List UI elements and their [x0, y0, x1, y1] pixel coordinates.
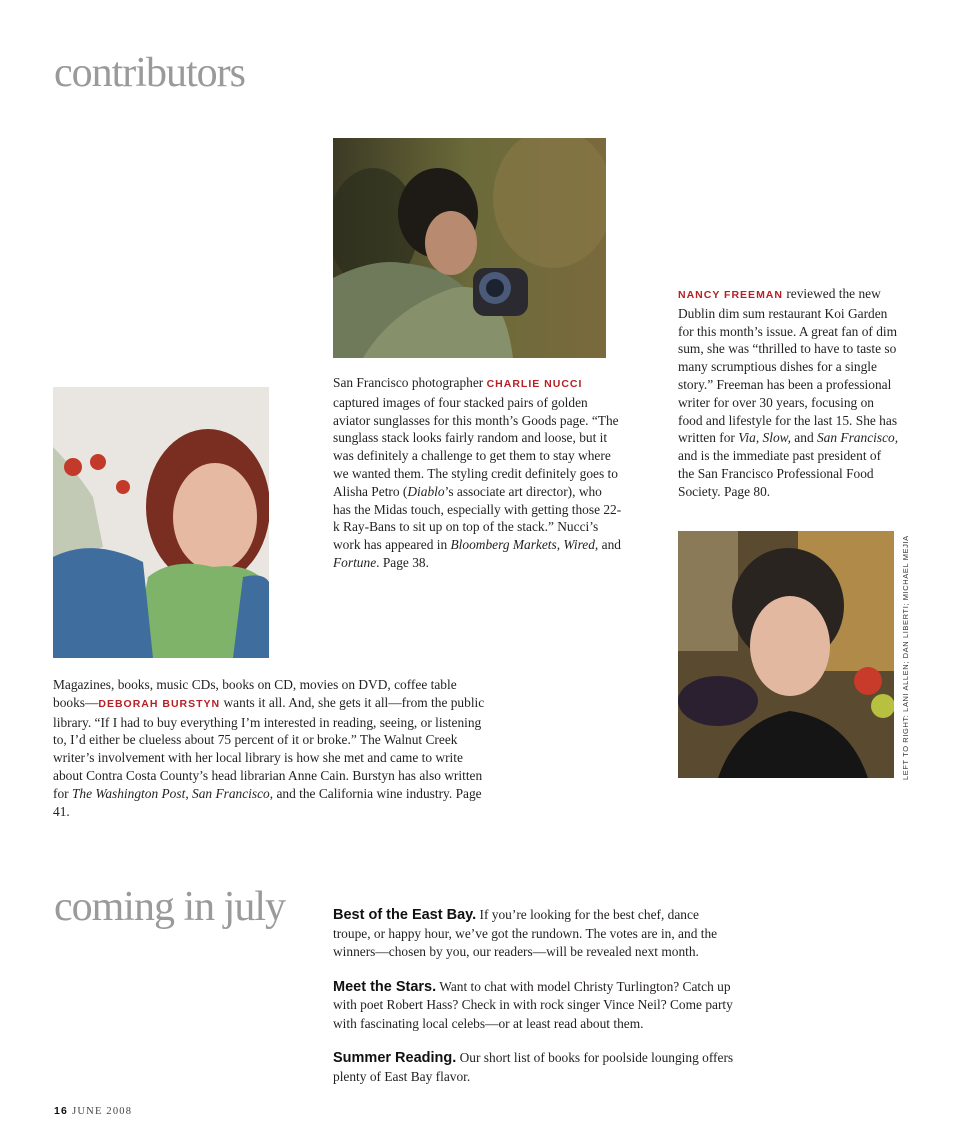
contributors-title: contributors [54, 50, 245, 96]
photo-deborah-burstyn [53, 387, 269, 658]
freeman-bio: NANCY FREEMAN reviewed the new Dublin dim sum restaurant Koi Garden for this month’s issue. A great fan of dim sum, she was “thrilled to have to taste so many scrumptious dishes for a single story.” Freeman has been a professional writer for over 30 years, focusing on food and lifestyle for the last 15. She has written for Via, Slow, and San Francisco, and is the immediate past president of the San Francisco Professional Food Society. Page 80. [678, 286, 899, 499]
coming-item-meet-the-stars: Meet the Stars. Want to chat with model Christy Turlington? Catch up with poet Robert Hass? Check in with rock singer Vince Neil? Come party with fascinating local celebs—or at least read about them. [333, 978, 733, 1031]
photo-nancy-freeman [678, 531, 894, 778]
issue-date: JUNE 2008 [72, 1106, 133, 1117]
photo-credit: LEFT TO RIGHT: LANI ALLEN; DAN LIBERTI; MICHAEL MEJIA [901, 535, 910, 780]
page-number: 16 [54, 1105, 69, 1117]
contributor-name-nucci: CHARLIE NUCCI [486, 378, 583, 390]
nucci-bio: San Francisco photographer CHARLIE NUCCI captured images of four stacked pairs of golden aviator sunglasses for this month’s Goods page. “The sunglass stack looks fairly random and loose, but it was definitely a challenge to get them to stay where we wanted them. The styling credit definitely goes to Alisha Petro (Diablo’s associate art director), who has the Midas touch, especially with getting those 22-k Ray-Bans to sit up on top of the stack.” Nucci’s work has appeared in Bloomberg Markets, Wired, and Fortune. Page 38. [333, 375, 622, 570]
contributor-name-freeman: NANCY FREEMAN [678, 289, 783, 301]
coming-items [333, 906, 738, 1102]
burstyn-bio: Magazines, books, music CDs, books on CD, movies on DVD, coffee table books—DEBORAH BURSTYN wants it all. And, she gets it all—from the public library. “If I had to buy everything I’m interested in reading, seeing, or listening to, I’d either be clueless about 75 percent of it or broke.” The Walnut Creek writer’s involvement with her local library is how she met and came to write about Contra Costa County’s head librarian Anne Cain. Burstyn has also written for The Washington Post, San Francisco, and the California wine industry. Page 41. [53, 677, 485, 819]
folio [54, 1105, 132, 1117]
coming-in-july-title: coming in july [54, 884, 285, 930]
contributor-name-burstyn: DEBORAH BURSTYN [98, 697, 221, 710]
coming-item-best-of-east-bay: Best of the East Bay. If you’re looking for the best chef, dance troupe, or happy hour, we’ve got the rundown. The votes are in, and the winners—chosen by you, our readers—will be revealed next month. [333, 907, 718, 959]
coming-item-summer-reading: Summer Reading. Our short list of books for poolside lounging offers plenty of East Bay flavor. [333, 1050, 734, 1084]
photo-charlie-nucci [333, 138, 606, 358]
